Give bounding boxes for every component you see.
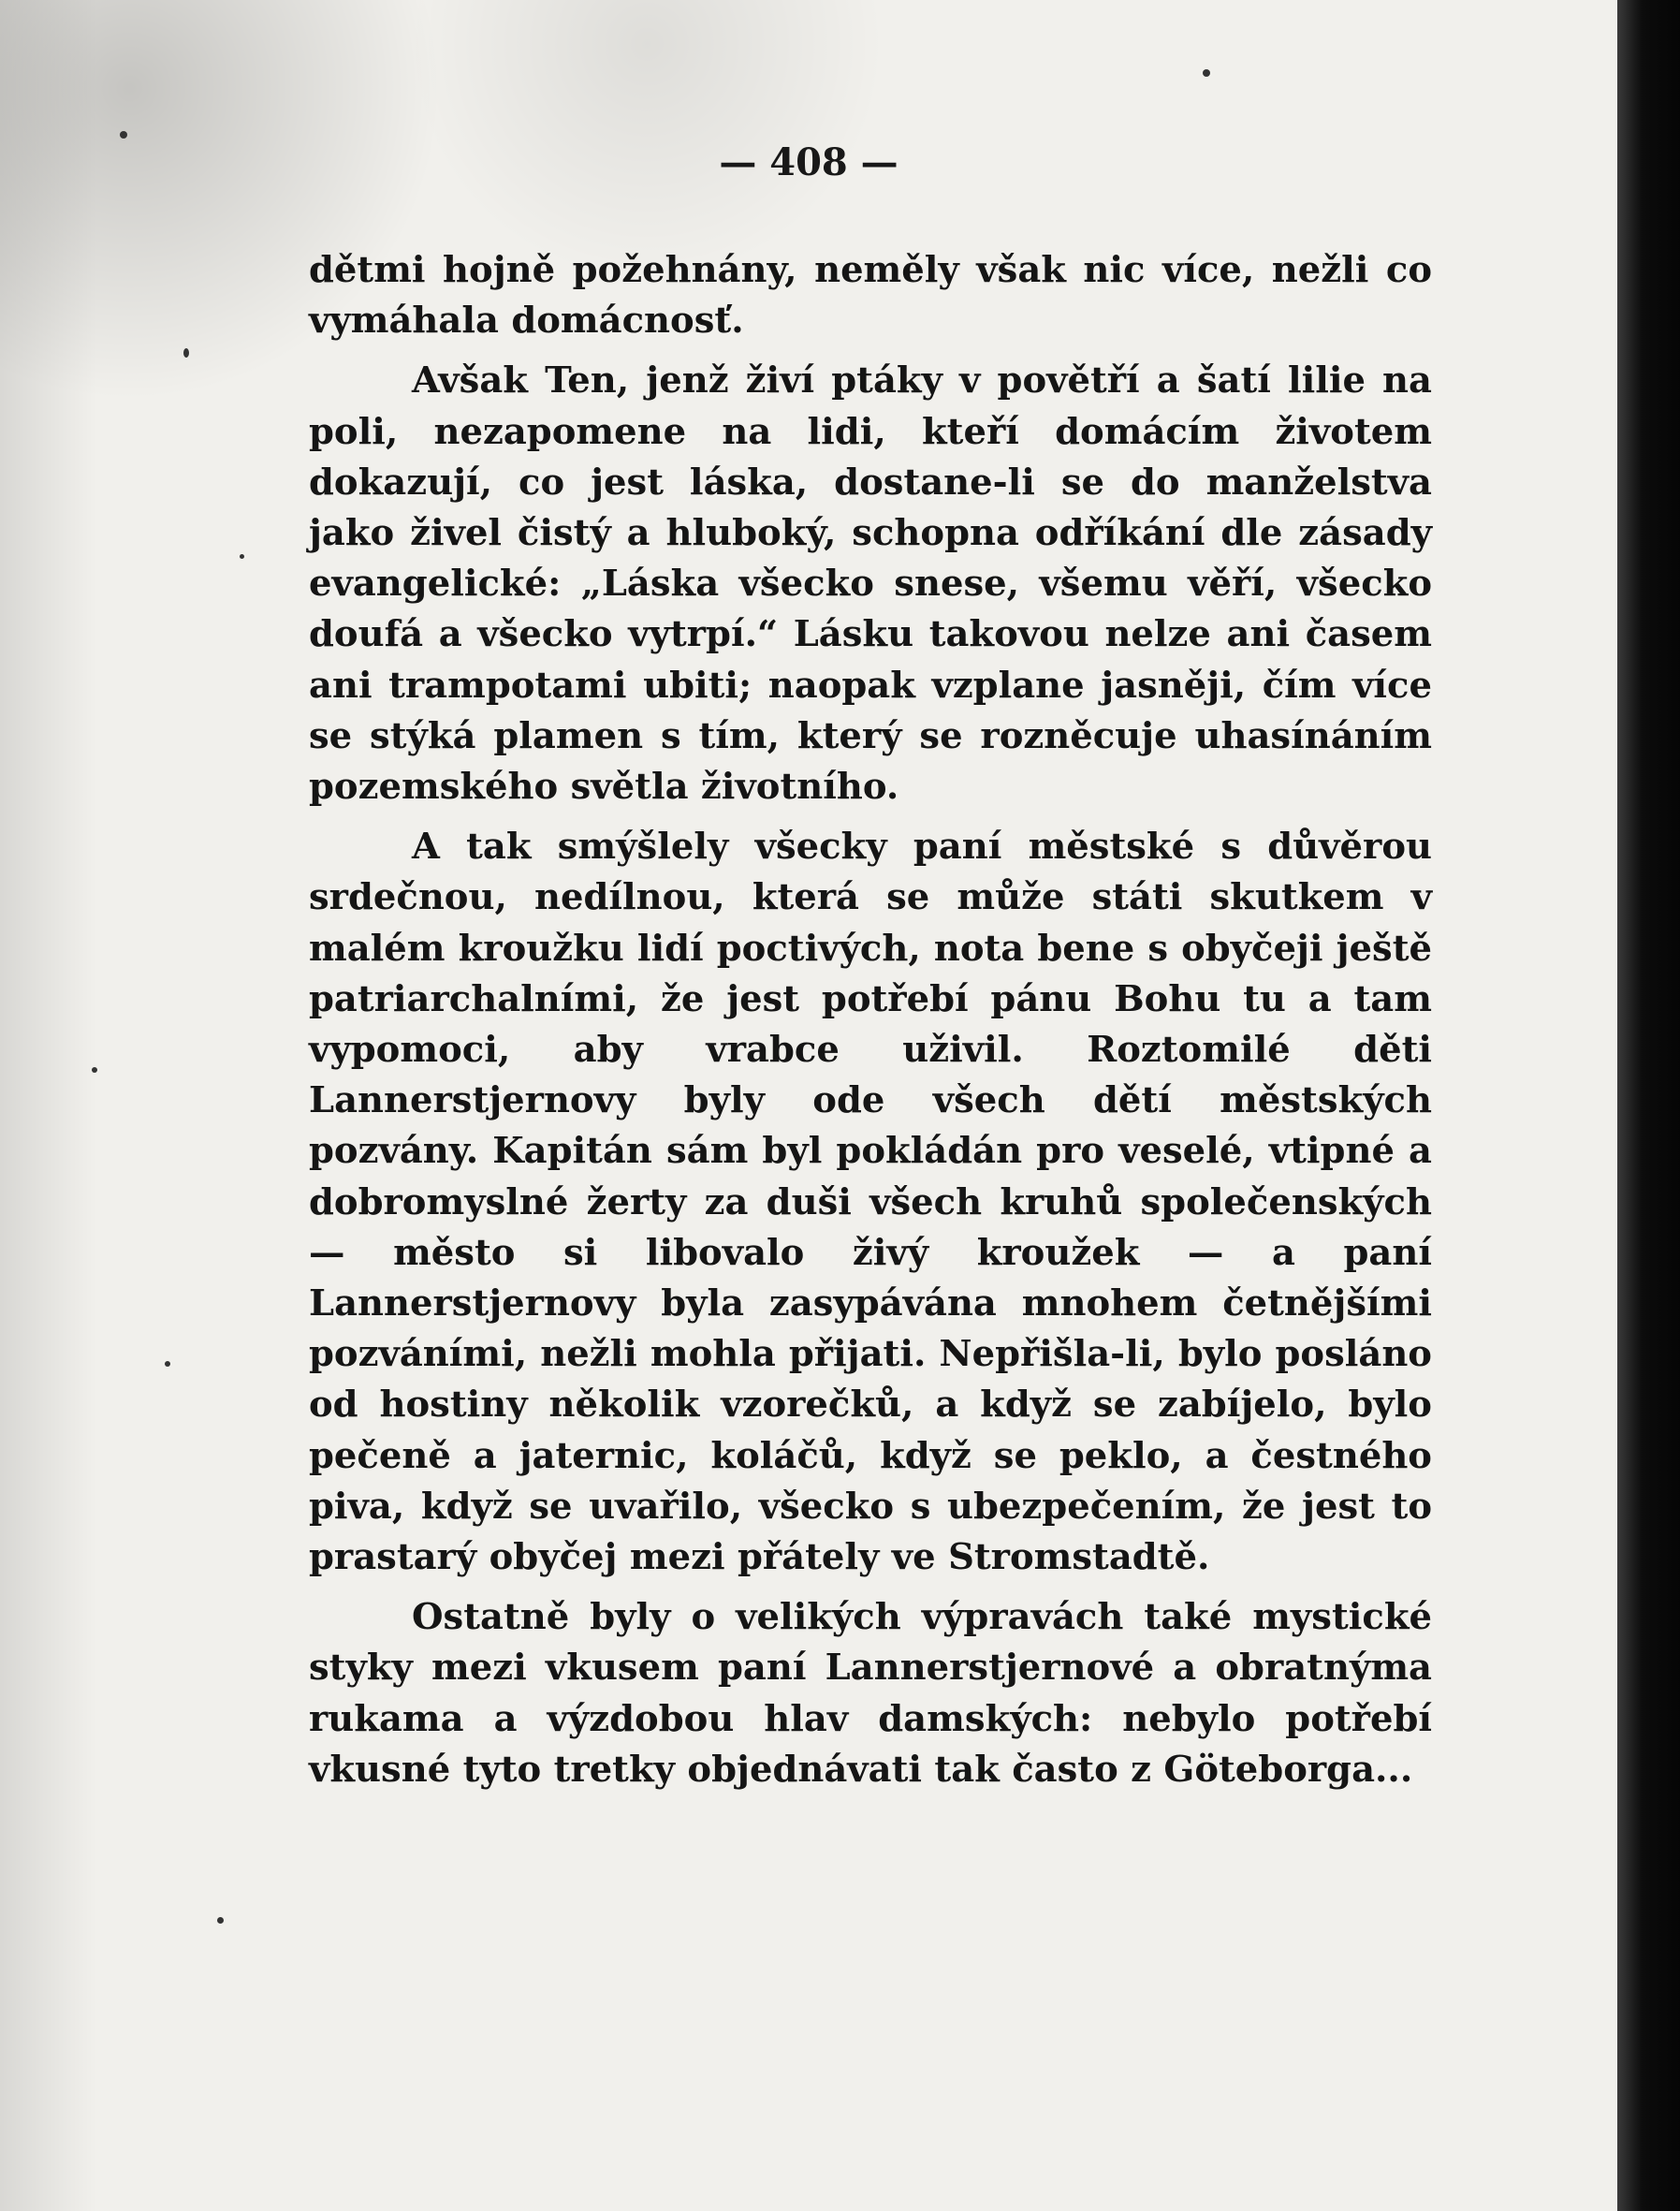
paragraph-2: Avšak Ten, jenž živí ptáky v povětří a šatí lilie na poli, nezapomene na lidi, kteří domácím životem dokazují, co jest láska, dostane-li se do manželstva jako živel čistý a hluboký, schopna odříkání dle zásady evangelické: „Láska všecko snese, všemu věří, všecko doufá a všecko vytrpí.“ Lásku takovou nelze ani časem ani trampotami ubiti; naopak vzplane jasněji, čím více se stýká plamen s tím, který se rozněcuje uhasínáním pozemského světla životního. [309, 359, 1432, 809]
paragraph-4: Ostatně byly o velikých výpravách také mystické styky mezi vkusem paní Lannerstjernové a obratnýma rukama a výzdobou hlav damských: nebylo potřebí vkusné tyto tretky objednávati tak často z Göteborga... [309, 1596, 1432, 1791]
paper-speck [183, 348, 189, 358]
paragraph-3: A tak smýšlely všecky paní městské s důvěrou srdečnou, nedílnou, která se může státi skutkem v malém kroužku lidí poctivých, nota bene s obyčeji ještě patriarchalními, že jest potřebí pánu Bohu tu a tam vypomoci, aby vrabce uživil. Roztomilé děti Lannerstjernovy byly ode všech dětí městských pozvány. Kapitán sám byl pokládán pro veselé, vtipné a dobromyslné žerty za duši všech kruhů společenských — město si libovalo živý kroužek — a paní Lannerstjernovy byla zasypávána mnohem četnějšími pozváními, nežli mohla přijati. Nepřišla-li, bylo posláno od hostiny několik vzorečků, a když se zabíjelo, bylo pečeně a jaternic, koláčů, když se peklo, a čestného piva, když se uvařilo, všecko s ubezpečením, že jest to prastarý obyčej mezi přátely ve Stromstadtě. [309, 826, 1432, 1579]
paper-speck [92, 1067, 97, 1073]
paper-speck [217, 1917, 224, 1924]
paper-speck [165, 1361, 170, 1367]
book-spine-shadow [1617, 0, 1680, 2211]
page-number: — 408 — [719, 140, 898, 184]
paper-speck [240, 554, 244, 559]
paper-speck [120, 131, 127, 139]
body-text [309, 245, 1432, 1795]
paper-speck [1203, 69, 1210, 77]
paragraph-1: dětmi hojně požehnány, neměly však nic více, nežli co vymáhala domácnosť. [309, 249, 1432, 343]
